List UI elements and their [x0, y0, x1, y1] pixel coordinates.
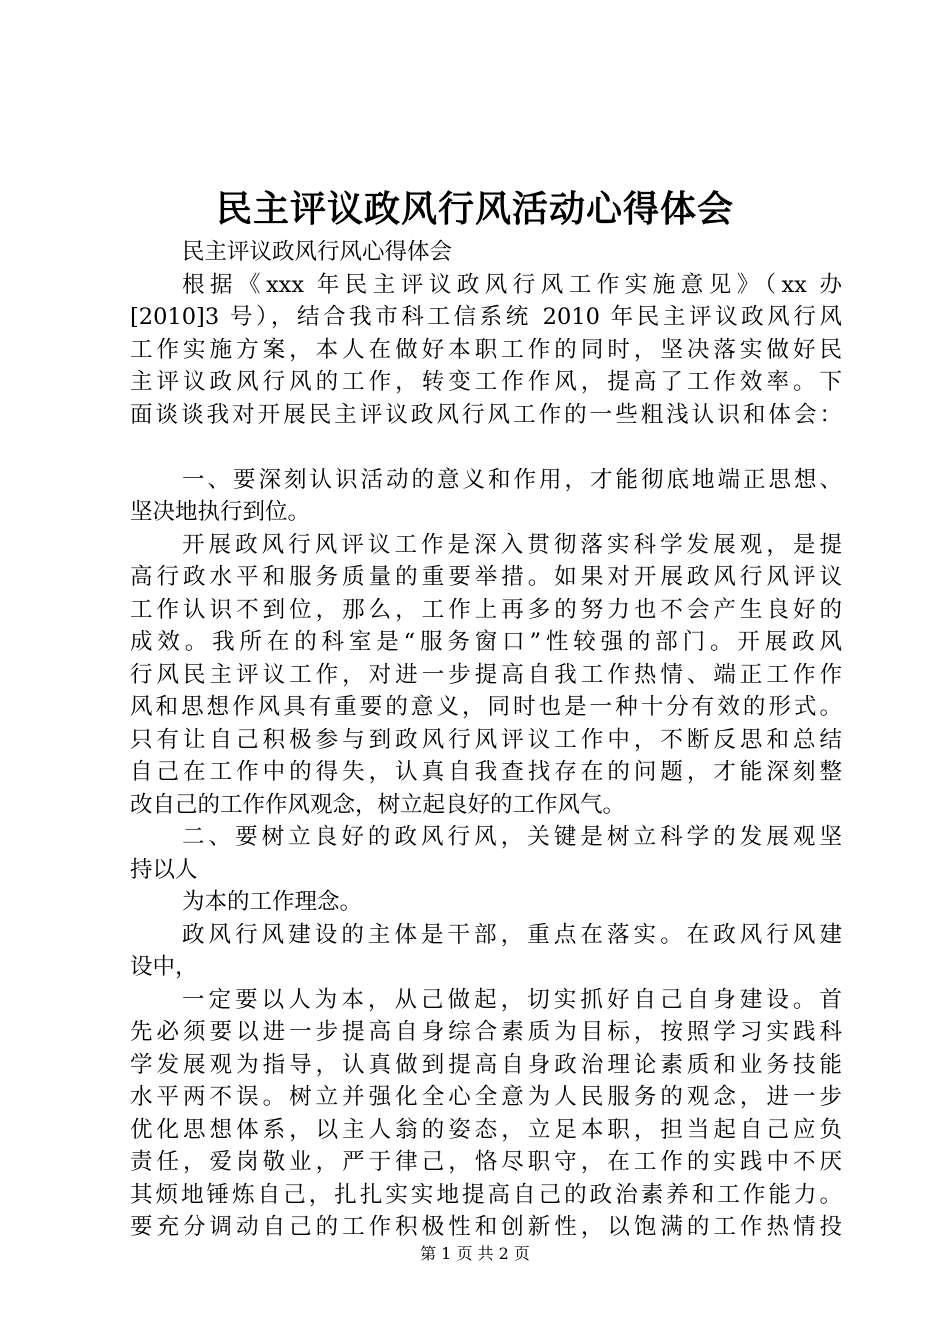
paragraph-line: 政风行风建设的主体是干部，重点在落实。在政风行风建 [182, 921, 842, 948]
paragraph-line: 水平两不误。树立并强化全心全意为人民服务的观念，进一步 [130, 1084, 842, 1110]
paragraph-line [130, 431, 842, 464]
paragraph-line: 责任，爱岗敬业，严于律己，恪尽职守，在工作的实践中不厌 [130, 1149, 842, 1175]
paragraph-line: 其烦地锤炼自己，扎扎实实地提高自己的政治素养和工作能力。 [130, 1181, 842, 1208]
document-body [130, 236, 842, 1244]
page-footer: 第 1 页 共 2 页 [420, 1244, 530, 1263]
paragraph-line: 为本的工作理念。 [182, 889, 363, 915]
paragraph-line: 一、要深刻认识活动的意义和作用，才能彻底地端正思想、 [182, 466, 842, 493]
paragraph-line: 二、要树立良好的政风行风，关键是树立科学的发展观坚 [182, 824, 842, 850]
paragraph-line: [2010]3 号），结合我市科工信系统 2010 年民主评议政风行风 [130, 304, 842, 330]
paragraph-line: 主评议政风行风的工作，转变工作作风，提高了工作效率。下 [130, 369, 842, 395]
paragraph-line: 要充分调动自己的工作积极性和创新性，以饱满的工作热情投 [130, 1214, 842, 1240]
paragraph-line: 学发展观为指导，认真做到提高自身政治理论素质和业务技能 [130, 1051, 842, 1078]
paragraph-line: 民主评议政风行风心得体会 [182, 239, 453, 265]
document-title: 民主评议政风行风活动心得体会 [215, 188, 734, 230]
paragraph-line: 一定要以人为本，从己做起，切实抓好自己自身建设。首 [182, 986, 842, 1013]
paragraph-line: 改自己的工作作风观念，树立起良好的工作风气。 [130, 791, 626, 818]
paragraph-line: 风和思想作风具有重要的意义，同时也是一种十分有效的形式。 [130, 694, 842, 720]
paragraph-line: 优化思想体系，以主人翁的姿态，立足本职，担当起自己应负 [130, 1116, 842, 1143]
paragraph-line: 成效。我所在的科室是“服务窗口”性较强的部门。开展政风 [130, 629, 842, 655]
paragraph-line: 开展政风行风评议工作是深入贯彻落实科学发展观，是提 [182, 531, 842, 558]
paragraph-line: 设中， [130, 954, 198, 980]
paragraph-line: 高行政水平和服务质量的重要举措。如果对开展政风行风评议 [130, 564, 842, 590]
paragraph-line: 工作认识不到位，那么，工作上再多的努力也不会产生良好的 [130, 596, 842, 623]
paragraph-line: 工作实施方案，本人在做好本职工作的同时，坚决落实做好民 [130, 336, 842, 363]
paragraph-line: 行风民主评议工作，对进一步提高自我工作热情、端正工作作 [130, 661, 842, 688]
paragraph-line: 先必须要以进一步提高自身综合素质为目标，按照学习实践科 [130, 1019, 842, 1045]
paragraph-line: 自己在工作中的得失，认真自我查找存在的问题，才能深刻整 [130, 759, 842, 785]
paragraph-line: 持以人 [130, 856, 198, 883]
paragraph-line: 根据《xxx 年民主评议政风行风工作实施意见》（xx 办 [182, 271, 842, 298]
paragraph-line: 面谈谈我对开展民主评议政风行风工作的一些粗浅认识和体会： [130, 401, 842, 428]
paragraph-line: 只有让自己积极参与到政风行风评议工作中，不断反思和总结 [130, 726, 842, 753]
paragraph-line: 坚决地执行到位。 [130, 499, 311, 525]
